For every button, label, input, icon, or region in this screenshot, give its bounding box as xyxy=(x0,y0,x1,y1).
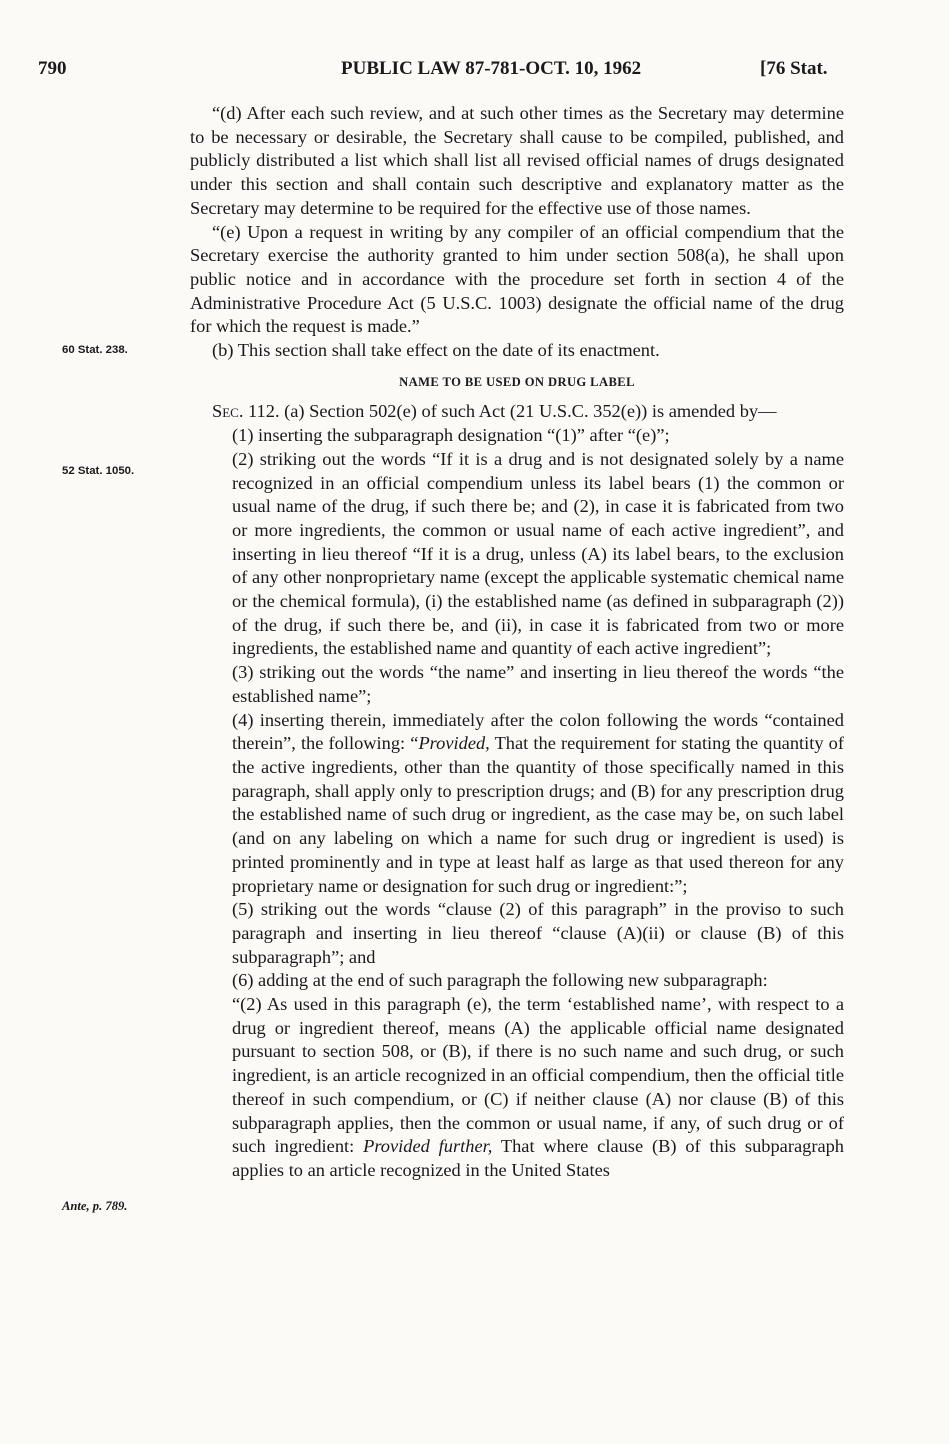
item-4-text-a: (4) inserting therein, immediately after the colon following the words “contained therein”, the following: “ xyxy=(232,709,844,754)
page-number: 790 xyxy=(38,58,67,79)
margin-note-ante xyxy=(62,1199,127,1214)
item-4-text-b: That the requirement for stating the quantity of the active ingredients, other than the quantity of those specifically named in this paragraph, shall apply only to prescription drugs; and (B) for any prescription drug the established name of such drug or ingredient, as the case may be, on such label (and on any labeling on which a name for such drug or ingredient is used) is printed prominently and in type at least half as large as that used thereon for any proprietary name or designation for such drug or ingredient:”; xyxy=(232,733,844,896)
running-title: PUBLIC LAW 87-781-OCT. 10, 1962 xyxy=(341,58,642,79)
margin-note-ante-page: p. 789. xyxy=(89,1199,128,1213)
paragraph-e: “(e) Upon a request in writing by any compiler of an official compendium that the Secretary exercise the authority granted to him under section 508(a), he shall upon public notice and in accordance with the procedure set forth in section 4 of the Administrative Procedure Act (5 U.S.C. 1003) designate the official name of the drug for which the request is made.” xyxy=(190,221,844,337)
margin-note-60-stat: 60 Stat. 238. xyxy=(62,344,128,356)
item-4-provided: Provided, xyxy=(418,733,490,754)
section-112 xyxy=(190,400,844,424)
section-label: Sec. xyxy=(212,401,244,422)
section-112-text: 112. (a) Section 502(e) of such Act (21 U.S.C. 352(e)) is amended by— xyxy=(243,401,777,422)
statute-reference: [76 Stat. xyxy=(760,58,828,79)
paragraph-b: (b) This section shall take effect on the date of its enactment. xyxy=(212,340,660,361)
statute-body xyxy=(190,102,844,1183)
item-2: (2) striking out the words “If it is a drug and is not designated solely by a name recognized in an official compendium unless its label bears (1) the common or usual name of the drug, if such there be; and (2), in case it is fabricated from two or more ingredients, the common or usual name of each active ingredient”, and inserting in lieu thereof “If it is a drug, unless (A) its label bears, to the exclusion of any other nonproprietary name (except the applicable systematic chemical name or the chemical formula), (i) the established name (as defined in subparagraph (2)) of the drug, if such there be, and (ii), in case it is fabricated from two or more ingredients, the established name and quantity of each active ingredient”; xyxy=(232,448,844,659)
subparagraph-2 xyxy=(190,993,844,1183)
margin-note-52-stat: 52 Stat. 1050. xyxy=(62,465,135,477)
item-3: (3) striking out the words “the name” and inserting in lieu thereof the words “the established name”; xyxy=(232,662,844,706)
item-1: (1) inserting the subparagraph designation “(1)” after “(e)”; xyxy=(232,425,670,446)
section-heading: NAME TO BE USED ON DRUG LABEL xyxy=(399,374,635,389)
subparagraph-2-provided: Provided further, xyxy=(363,1136,493,1157)
margin-note-ante-italic: Ante, xyxy=(62,1199,90,1213)
subparagraph-2-text-a: “(2) As used in this paragraph (e), the term ‘established name’, with respect to a drug or ingredient thereof, means (A) the applicable official name designated pursuant to section 508, or (B), if there is no such name and such drug, or such ingredient, is an article recognized in an official compendium, then the official title thereof in such compendium, or (C) if neither clause (A) nor clause (B) of this subparagraph applies, then the common or usual name, if any, of such drug or of such ingredient: xyxy=(232,994,844,1157)
subparagraph-2-text-b: That where clause (B) of this subparagraph applies to an article recognized in the United States xyxy=(232,1136,844,1180)
paragraph-d: “(d) After each such review, and at such other times as the Secretary may determine to be necessary or desirable, the Secretary shall cause to be compiled, published, and publicly distributed a list which shall list all revised official names of drugs designated under this section and shall contain such descriptive and explanatory matter as the Secretary may determine to be required for the effective use of those names. xyxy=(190,103,844,218)
item-6: (6) adding at the end of such paragraph the following new subparagraph: xyxy=(232,970,768,991)
item-4 xyxy=(190,709,844,899)
item-5: (5) striking out the words “clause (2) of this paragraph” in the proviso to such paragraph and inserting in lieu thereof “clause (A)(ii) or clause (B) of this subparagraph”; and xyxy=(232,899,844,967)
